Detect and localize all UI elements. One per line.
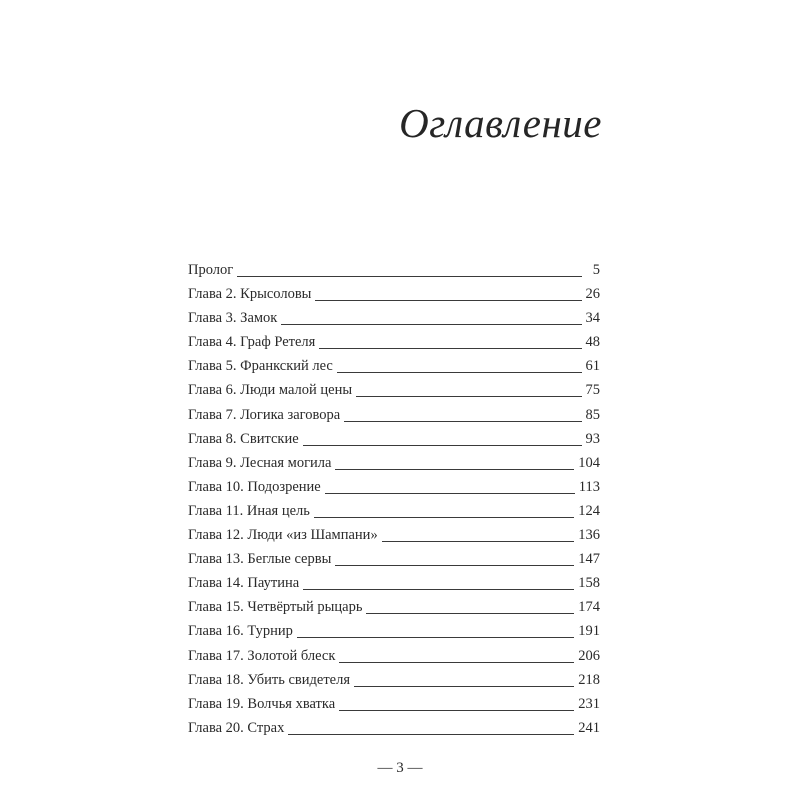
toc-entry-page: 85 <box>585 406 600 423</box>
toc-entry[interactable] <box>188 692 600 716</box>
toc-leader-line <box>325 493 575 494</box>
toc-entry[interactable] <box>188 547 600 571</box>
toc-entry-label: Глава 18. Убить свидетеля <box>188 671 351 688</box>
toc-entry-page: 206 <box>578 647 600 664</box>
page-title: Оглавление <box>399 100 602 147</box>
toc-entry-page: 61 <box>585 358 600 375</box>
toc-entry-label: Глава 7. Логика заговора <box>188 406 341 423</box>
toc-entry-page: 136 <box>578 527 600 544</box>
toc-entry-page: 34 <box>585 310 600 327</box>
toc-entry[interactable] <box>188 571 600 595</box>
toc-entry[interactable] <box>188 716 600 740</box>
toc-entry-page: 5 <box>592 262 600 278</box>
toc-leader-line <box>303 589 574 590</box>
toc-leader-line <box>314 517 574 518</box>
toc-entry-page: 48 <box>585 334 600 351</box>
toc-entry[interactable] <box>188 282 600 306</box>
toc-entry-label: Глава 16. Турнир <box>188 623 293 640</box>
toc-leader-line <box>303 445 582 446</box>
toc-entry-page: 93 <box>585 430 600 447</box>
toc-entry[interactable] <box>188 403 600 427</box>
toc-leader-line <box>288 734 574 735</box>
toc-entry-label: Глава 12. Люди «из Шампани» <box>188 527 378 544</box>
toc-entry-label: Глава 8. Свитские <box>188 430 299 447</box>
toc-entry-page: 191 <box>578 623 600 640</box>
toc-entry[interactable] <box>188 258 600 282</box>
toc-leader-line <box>237 276 582 277</box>
toc-entry-page: 231 <box>578 695 600 712</box>
toc-entry-page: 104 <box>578 454 600 471</box>
toc-entry[interactable] <box>188 306 600 330</box>
toc-leader-line <box>335 469 574 470</box>
toc-entry-label: Глава 6. Люди малой цены <box>188 382 353 399</box>
toc-entry-label: Глава 9. Лесная могила <box>188 454 332 471</box>
toc-entry-label: Пролог <box>188 262 234 278</box>
toc-entry-page: 26 <box>585 286 600 303</box>
toc-entry-label: Глава 2. Крысоловы <box>188 286 312 303</box>
toc-entry-label: Глава 14. Паутина <box>188 575 300 592</box>
toc-entry-label: Глава 20. Страх <box>188 719 285 736</box>
toc-entry-page: 241 <box>578 719 600 736</box>
toc-leader-line <box>335 565 574 566</box>
toc-leader-line <box>281 324 581 325</box>
table-of-contents <box>188 258 600 740</box>
toc-leader-line <box>339 710 574 711</box>
toc-leader-line <box>337 372 582 373</box>
toc-leader-line <box>354 686 574 687</box>
toc-leader-line <box>339 662 574 663</box>
toc-leader-line <box>315 300 581 301</box>
toc-entry-page: 174 <box>578 599 600 616</box>
toc-entry-page: 158 <box>578 575 600 592</box>
toc-entry-label: Глава 11. Иная цель <box>188 502 310 519</box>
toc-entry[interactable] <box>188 595 600 619</box>
toc-leader-line <box>366 613 574 614</box>
toc-entry[interactable] <box>188 451 600 475</box>
toc-entry-page: 147 <box>578 551 600 568</box>
toc-leader-line <box>382 541 575 542</box>
toc-leader-line <box>356 396 581 397</box>
toc-entry[interactable] <box>188 523 600 547</box>
toc-entry[interactable] <box>188 499 600 523</box>
toc-entry[interactable] <box>188 330 600 354</box>
toc-entry-label: Глава 19. Волчья хватка <box>188 695 336 712</box>
toc-leader-line <box>297 637 574 638</box>
toc-entry[interactable] <box>188 378 600 402</box>
toc-entry-label: Глава 5. Франкский лес <box>188 358 333 375</box>
toc-leader-line <box>344 421 581 422</box>
toc-entry[interactable] <box>188 427 600 451</box>
toc-entry-label: Глава 17. Золотой блеск <box>188 647 336 664</box>
toc-entry[interactable] <box>188 668 600 692</box>
toc-entry[interactable] <box>188 619 600 643</box>
toc-entry-label: Глава 13. Беглые сервы <box>188 551 332 568</box>
toc-entry-label: Глава 15. Четвёртый рыцарь <box>188 599 363 616</box>
toc-entry-page: 124 <box>578 502 600 519</box>
toc-entry-label: Глава 10. Подозрение <box>188 478 321 495</box>
page-number: — 3 — <box>377 760 423 776</box>
toc-entry-label: Глава 3. Замок <box>188 310 278 327</box>
toc-entry-label: Глава 4. Граф Ретеля <box>188 334 316 351</box>
toc-entry-page: 218 <box>578 671 600 688</box>
toc-leader-line <box>319 348 581 349</box>
toc-entry-page: 113 <box>578 478 600 495</box>
toc-entry-page: 75 <box>585 382 600 399</box>
toc-entry[interactable] <box>188 354 600 378</box>
toc-entry[interactable] <box>188 475 600 499</box>
toc-entry[interactable] <box>188 644 600 668</box>
